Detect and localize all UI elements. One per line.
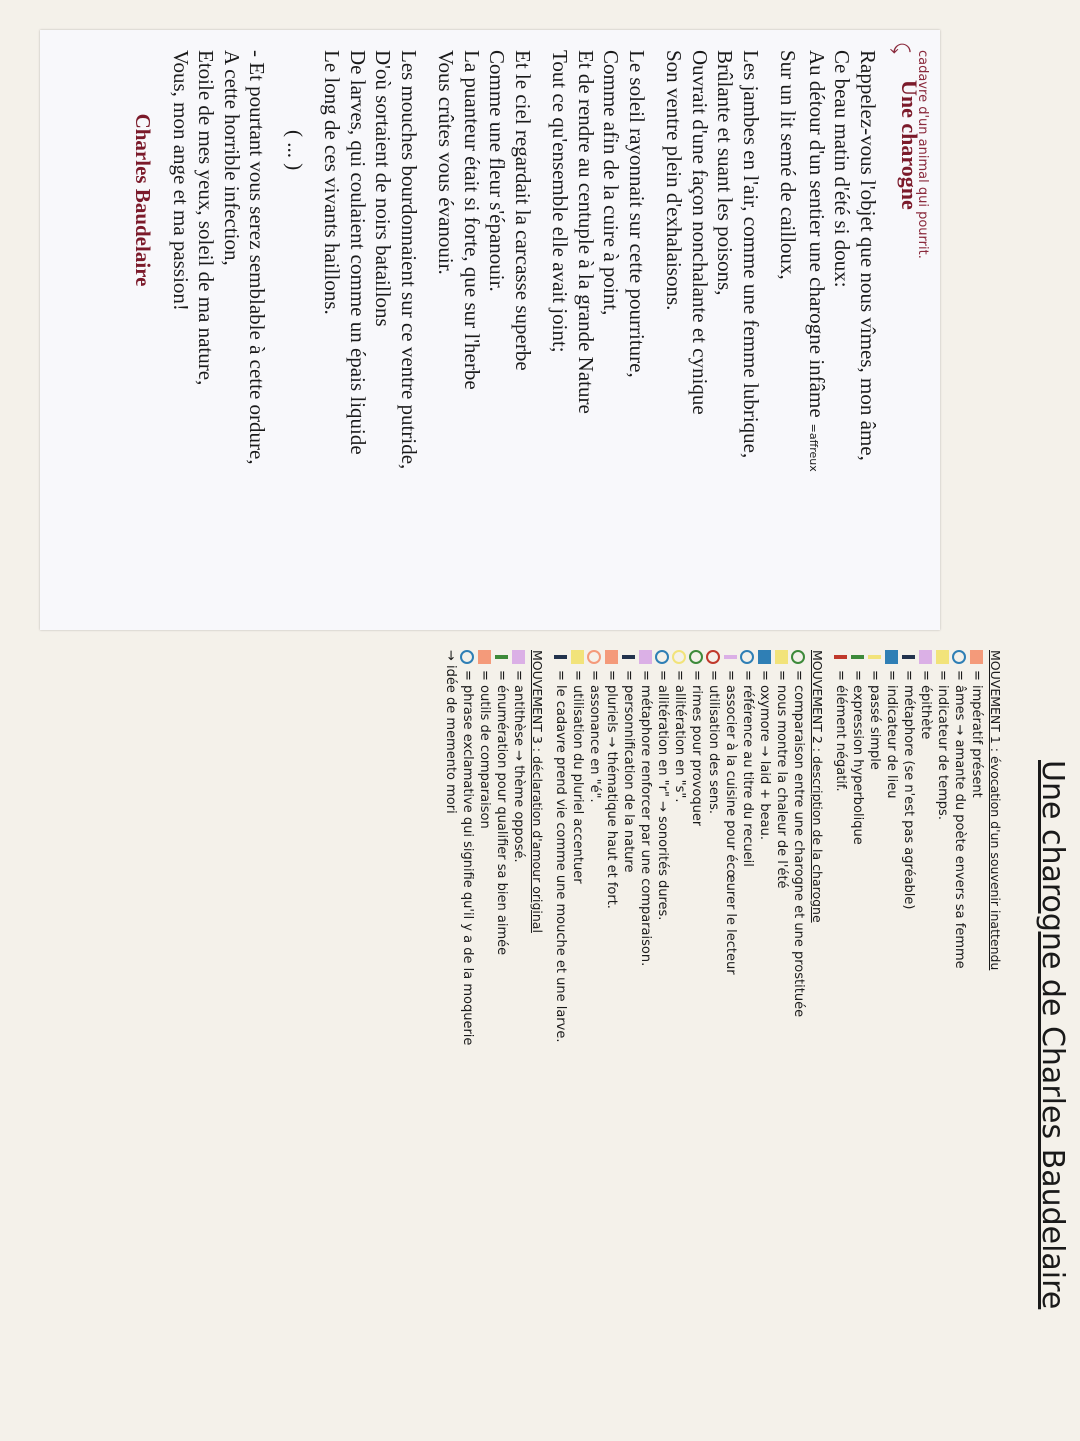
legend-item bbox=[722, 650, 739, 1420]
blue-box-marker-icon bbox=[885, 650, 898, 664]
poem-sheet bbox=[40, 30, 940, 630]
margin-note: cadavre d'un animal qui pourrit. bbox=[915, 50, 930, 259]
orange-circle-marker-icon bbox=[587, 650, 601, 664]
poem-line: Brûlante et suant les poisons, bbox=[713, 50, 738, 296]
poem-line: Rappelez-vous l'objet que nous vîmes, mon âme, bbox=[856, 50, 880, 461]
pink-bar-marker-icon bbox=[724, 655, 737, 659]
legend-text: = comparaison entre une charogne et une prostituée bbox=[791, 670, 806, 1018]
poem-line: Ce beau matin d'été si doux: bbox=[830, 50, 855, 288]
orange-box-marker-icon bbox=[970, 650, 983, 664]
legend-item bbox=[459, 650, 476, 1420]
poem-line: Vous, mon ange et ma passion! bbox=[169, 50, 193, 311]
legend-text: = expression hyperbolique bbox=[850, 670, 865, 845]
legend-text: = indicateur de lieu bbox=[884, 670, 899, 799]
legend-item bbox=[917, 650, 934, 1420]
legend-text: → idée de memento mori bbox=[443, 650, 458, 814]
poem-stanza bbox=[661, 50, 763, 625]
poem-line: Et de rendre au centuple à la grande Nature bbox=[574, 50, 598, 414]
poem-line: Son ventre plein d'exhalaisons. bbox=[662, 50, 687, 311]
legend-text: = utilisation des sens. bbox=[706, 670, 721, 815]
poem-line: De larves, qui coulaient comme un épais liquide bbox=[346, 50, 370, 455]
poem-line: D'où sortaient de noirs bataillons bbox=[371, 50, 396, 327]
yellow-circle-marker-icon bbox=[672, 650, 686, 664]
yellow-bar-marker-icon bbox=[868, 655, 881, 659]
poem-line: Le long de ces vivants haillons. bbox=[320, 50, 345, 315]
orange-box-marker-icon bbox=[605, 650, 618, 664]
legend-text: = âmes → amante du poète envers sa femme bbox=[952, 670, 967, 969]
poem-title: Une charogne bbox=[897, 80, 922, 210]
navy-bar-marker-icon bbox=[554, 655, 567, 659]
legend-text: = métaphore renforcer par une comparaison. bbox=[638, 670, 653, 967]
legend-item bbox=[849, 650, 866, 1420]
legend-text: = assonance en "é". bbox=[587, 670, 602, 803]
legend-item bbox=[832, 650, 849, 1420]
blue-box-marker-icon bbox=[758, 650, 771, 664]
legend-text: = personnification de la nature bbox=[621, 670, 636, 873]
page-title: Une charogne de Charles Baudelaire bbox=[1035, 760, 1070, 1310]
legend-text: = phrase exclamative qui signifie qu'il y a de la moquerie bbox=[460, 670, 475, 1046]
yellow-box-marker-icon bbox=[571, 650, 584, 664]
poem-stanza bbox=[433, 50, 535, 625]
navy-bar-marker-icon bbox=[902, 655, 915, 659]
poem-stanza bbox=[319, 50, 421, 625]
poem-stanza bbox=[282, 50, 308, 625]
poem-stanza bbox=[547, 50, 649, 625]
legend-item bbox=[671, 650, 688, 1420]
legend-text: = épithète bbox=[918, 670, 933, 740]
pink-box-marker-icon bbox=[512, 650, 525, 664]
poem-line: Comme afin de la cuire à point, bbox=[599, 50, 624, 316]
annotation-infame: =affreux bbox=[807, 423, 820, 472]
poem-line: Les jambes en l'air, comme une femme lubrique, bbox=[739, 50, 763, 459]
orange-box-marker-icon bbox=[478, 650, 491, 664]
legend-item bbox=[866, 650, 883, 1420]
green-bar-marker-icon bbox=[495, 655, 508, 659]
legend-item bbox=[883, 650, 900, 1420]
poem-line: Sur un lit semé de cailloux, bbox=[776, 50, 801, 280]
blue-circle-marker-icon bbox=[655, 650, 669, 664]
legend-item bbox=[934, 650, 951, 1420]
navy-bar-marker-icon bbox=[622, 655, 635, 659]
legend-item bbox=[951, 650, 968, 1420]
legend-item bbox=[510, 650, 527, 1420]
poem-line: A cette horrible infection, bbox=[220, 50, 244, 266]
legend-text: = passé simple bbox=[867, 670, 882, 770]
movement-heading: MOUVEMENT 3 : déclaration d'amour original bbox=[530, 650, 545, 933]
legend-text: = outils de comparaison bbox=[477, 670, 492, 829]
legend-text: = énumération pour qualifier sa bien aimée bbox=[494, 670, 509, 956]
annotation-legend bbox=[442, 650, 1010, 1420]
legend-item bbox=[476, 650, 493, 1420]
blue-circle-marker-icon bbox=[460, 650, 474, 664]
poem-line: - Et pourtant vous serez semblable à cette ordure, bbox=[245, 50, 270, 465]
poem-line: Ouvrait d'une façon nonchalante et cynique bbox=[688, 50, 712, 415]
legend-item bbox=[603, 650, 620, 1420]
legend-text: = rimes pour provoquer bbox=[689, 670, 704, 827]
poem-line: Vous crûtes vous évanouir. bbox=[434, 50, 459, 275]
legend-item bbox=[756, 650, 773, 1420]
green-bar-marker-icon bbox=[851, 655, 864, 659]
legend-text: = antithèse → thème opposé. bbox=[511, 670, 526, 863]
green-circle-marker-icon bbox=[791, 650, 805, 664]
blue-circle-marker-icon bbox=[952, 650, 966, 664]
legend-text: = indicateur de temps. bbox=[935, 670, 950, 820]
legend-text: = élément négatif. bbox=[833, 670, 848, 792]
legend-item bbox=[493, 650, 510, 1420]
legend-item bbox=[968, 650, 985, 1420]
legend-text: = impératif présent bbox=[969, 670, 984, 798]
poem-line: Les mouches bourdonnaient sur ce ventre putride, bbox=[397, 50, 421, 470]
legend-text: = pluriels → thématique haut et fort. bbox=[604, 670, 619, 909]
legend-item bbox=[654, 650, 671, 1420]
poem-line: Au détour d'un sentier une charogne infâme=affreux bbox=[805, 50, 829, 472]
poem-stanza bbox=[775, 50, 880, 625]
poem-body bbox=[130, 50, 880, 625]
legend-item bbox=[900, 650, 917, 1420]
legend-item bbox=[790, 650, 807, 1420]
legend-text: = oxymore → laid + beau. bbox=[757, 670, 772, 840]
legend-item bbox=[620, 650, 637, 1420]
legend-item bbox=[637, 650, 654, 1420]
yellow-box-marker-icon bbox=[775, 650, 788, 664]
legend-text: = allitération en "s". bbox=[672, 670, 687, 803]
legend-text: = nous montre la chaleur de l'été bbox=[774, 670, 789, 889]
legend-item bbox=[442, 650, 459, 1420]
legend-text: = référence au titre du recueil bbox=[740, 670, 755, 867]
legend-item bbox=[773, 650, 790, 1420]
red-bar-marker-icon bbox=[834, 655, 847, 659]
legend-text: = utilisation du pluriel accentuer bbox=[570, 670, 585, 884]
poem-line: Etoile de mes yeux, soleil de ma nature, bbox=[194, 50, 219, 386]
poem-line: ( ... ) bbox=[283, 130, 307, 171]
legend-text: = associer à la cuisine pour écœurer le lecteur bbox=[723, 670, 738, 975]
poem-stanza bbox=[168, 50, 270, 625]
legend-text: = métaphore (se n'est pas agréable) bbox=[901, 670, 916, 910]
poem-line: Comme une fleur s'épanouir. bbox=[485, 50, 510, 292]
legend-item bbox=[569, 650, 586, 1420]
legend-text: = allitération en "r" → sonorités dures. bbox=[655, 670, 670, 921]
legend-item bbox=[586, 650, 603, 1420]
poem-line: La puanteur était si forte, que sur l'herbe bbox=[460, 50, 484, 390]
poem-line: Le soleil rayonnait sur cette pourriture, bbox=[625, 50, 649, 378]
movement-heading: MOUVEMENT 2 : description de la charogne bbox=[810, 650, 825, 923]
poem-author: Charles Baudelaire bbox=[131, 113, 156, 287]
legend-item bbox=[705, 650, 722, 1420]
red-circle-marker-icon bbox=[706, 650, 720, 664]
legend-item bbox=[739, 650, 756, 1420]
movement-heading: MOUVEMENT 1 : évocation d'un souvenir inattendu bbox=[988, 650, 1003, 971]
pink-box-marker-icon bbox=[919, 650, 932, 664]
legend-item bbox=[688, 650, 705, 1420]
curved-arrow-icon: ⤹ bbox=[890, 42, 912, 54]
legend-item bbox=[552, 650, 569, 1420]
blue-circle-marker-icon bbox=[740, 650, 754, 664]
green-circle-marker-icon bbox=[689, 650, 703, 664]
poem-line: Tout ce qu'ensemble elle avait joint; bbox=[548, 50, 573, 353]
yellow-box-marker-icon bbox=[936, 650, 949, 664]
poem-line: Et le ciel regardait la carcasse superbe bbox=[511, 50, 535, 371]
pink-box-marker-icon bbox=[639, 650, 652, 664]
legend-text: = le cadavre prend vie comme une mouche et une larve. bbox=[553, 670, 568, 1043]
